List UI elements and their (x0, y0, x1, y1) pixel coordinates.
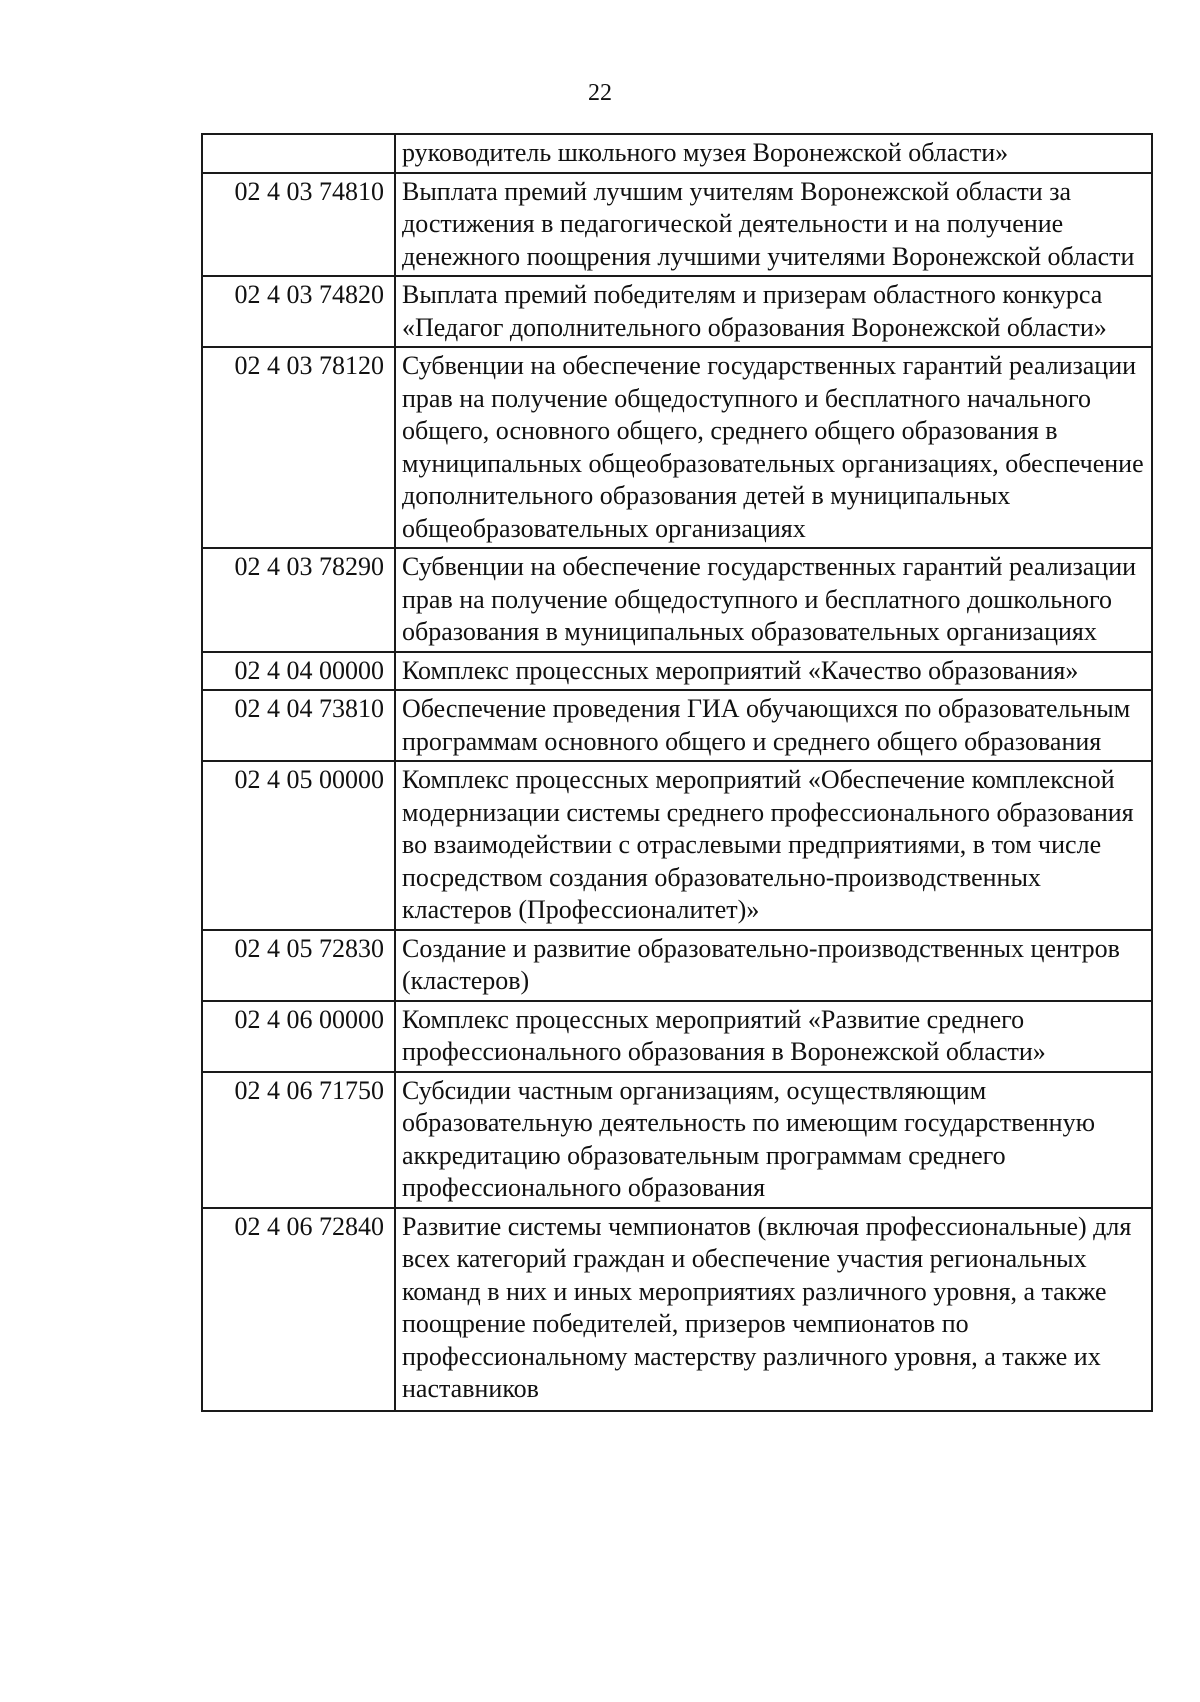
table-row (202, 347, 1152, 548)
description-cell: Субвенции на обеспечение государственных гарантий реализации прав на получение общедоступного и бесплатного дошкольного образования в муниципальных образовательных организациях (395, 548, 1152, 652)
description-cell: Обеспечение проведения ГИА обучающихся по образовательным программам основного общего и среднего общего образования (395, 690, 1152, 761)
budget-classification-table (201, 133, 1153, 1412)
table-row (202, 652, 1152, 691)
code-cell: 02 4 06 71750 (202, 1072, 395, 1208)
table-row (202, 134, 1152, 173)
description-cell: Выплата премий победителям и призерам областного конкурса «Педагог дополнительного образования Воронежской области» (395, 276, 1152, 347)
description-cell: Выплата премий лучшим учителям Воронежской области за достижения в педагогической деятельности и на получение денежного поощрения лучшими учителями Воронежской области (395, 173, 1152, 277)
description-cell: Субвенции на обеспечение государственных гарантий реализации прав на получение общедоступного и бесплатного начального общего, основного общего, среднего общего образования в муниципальных общеобразовательных организациях, обеспечение дополнительного образования детей в муниципальных общеобразовательных организациях (395, 347, 1152, 548)
description-cell: Комплекс процессных мероприятий «Обеспечение комплексной модернизации системы среднего профессионального образования во взаимодействии с отраслевыми предприятиями, в том числе посредством создания образовательно-производственных кластеров (Профессионалитет)» (395, 761, 1152, 930)
table-row (202, 276, 1152, 347)
table-row (202, 761, 1152, 930)
description-cell: Развитие системы чемпионатов (включая профессиональные) для всех категорий граждан и обеспечение участия региональных команд в них и иных мероприятиях различного уровня, а также поощрение победителей, призеров чемпионатов по профессиональному мастерству различного уровня, а также их наставников (395, 1208, 1152, 1411)
description-cell: руководитель школьного музея Воронежской области» (395, 134, 1152, 173)
table-row (202, 173, 1152, 277)
code-cell (202, 134, 395, 173)
code-cell: 02 4 03 78120 (202, 347, 395, 548)
code-cell: 02 4 06 72840 (202, 1208, 395, 1411)
table-row (202, 1072, 1152, 1208)
code-cell: 02 4 06 00000 (202, 1001, 395, 1072)
code-cell: 02 4 03 74810 (202, 173, 395, 277)
code-cell: 02 4 03 78290 (202, 548, 395, 652)
description-cell: Комплекс процессных мероприятий «Качество образования» (395, 652, 1152, 691)
page-number: 22 (588, 80, 612, 106)
code-cell: 02 4 04 73810 (202, 690, 395, 761)
description-cell: Субсидии частным организациям, осуществляющим образовательную деятельность по имеющим государственную аккредитацию образовательным программам среднего профессионального образования (395, 1072, 1152, 1208)
table-row (202, 548, 1152, 652)
table-row (202, 930, 1152, 1001)
code-cell: 02 4 05 72830 (202, 930, 395, 1001)
code-cell: 02 4 03 74820 (202, 276, 395, 347)
description-cell: Комплекс процессных мероприятий «Развитие среднего профессионального образования в Воронежской области» (395, 1001, 1152, 1072)
code-cell: 02 4 04 00000 (202, 652, 395, 691)
table-row (202, 690, 1152, 761)
description-cell: Создание и развитие образовательно-производственных центров (кластеров) (395, 930, 1152, 1001)
table-row (202, 1001, 1152, 1072)
table-row (202, 1208, 1152, 1411)
code-cell: 02 4 05 00000 (202, 761, 395, 930)
